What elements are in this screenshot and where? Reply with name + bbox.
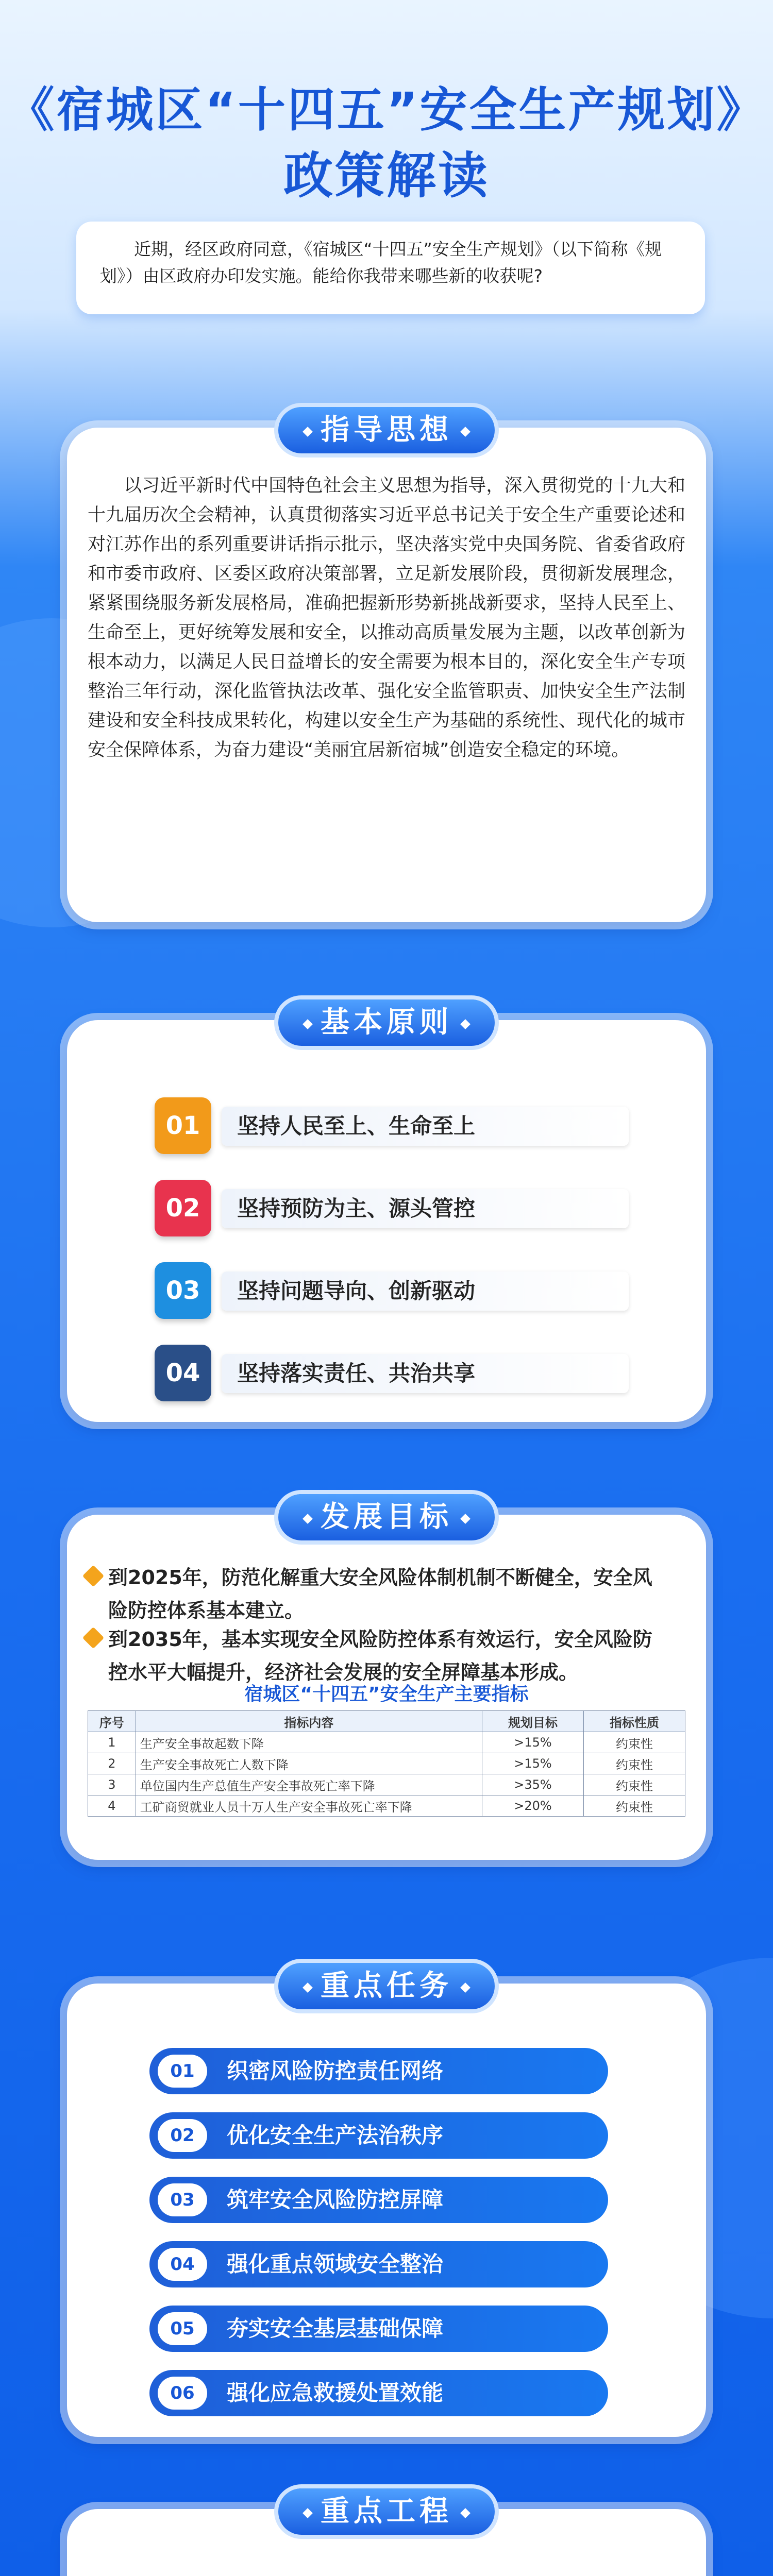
task-label: 织密风险防控责任网络 <box>227 2058 444 2083</box>
principle-number: 04 <box>155 1345 211 1401</box>
table-cell: >20% <box>482 1795 583 1817</box>
table-cell: 生产安全事故死亡人数下降 <box>136 1753 482 1774</box>
task-number: 03 <box>158 2183 207 2216</box>
goal-text: 到2025年，防范化解重大安全风险体制机制不断健全，安全风险防控体系基本建立。 <box>108 1566 652 1622</box>
table-header: 指标性质 <box>583 1711 685 1732</box>
table-cell: >35% <box>482 1774 583 1795</box>
heading-label: 基本原则 <box>321 1006 452 1039</box>
diamond-icon <box>460 427 470 437</box>
section-heading-tasks <box>278 1963 495 2009</box>
task-number: 04 <box>158 2248 207 2281</box>
principle-item <box>155 1097 629 1154</box>
table-header: 指标内容 <box>136 1711 482 1732</box>
task-item <box>149 2306 608 2352</box>
principle-item <box>155 1345 629 1401</box>
diamond-icon <box>460 1019 470 1029</box>
task-label: 强化应急救援处置效能 <box>227 2380 444 2405</box>
principle-item <box>155 1180 629 1236</box>
intro-text: 近期，经区政府同意，《宿城区“十四五”安全生产规划》（以下简称《规划》）由区政府办印发实施。能给你我带来哪些新的收获呢? <box>76 222 705 314</box>
diamond-icon <box>303 427 313 437</box>
principle-number: 03 <box>155 1262 211 1319</box>
table-row <box>88 1774 685 1795</box>
table-cell: 约束性 <box>583 1732 685 1753</box>
diamond-icon <box>460 1514 470 1524</box>
diamond-icon <box>303 1514 313 1524</box>
table-cell: 约束性 <box>583 1774 685 1795</box>
guiding-text: 以习近平新时代中国特色社会主义思想为指导，深入贯彻党的十九大和十九届历次全会精神，认真贯彻落实习近平总书记关于安全生产重要论述和对江苏作出的系列重要讲话指示批示，坚决落实党中央国务院、省委省政府和市委市政府、区委区政府决策部署，立足新发展阶段，贯彻新发展理念，紧紧围绕服务新发展格局，准确把握新形势新挑战新要求，坚持人民至上、生命至上，更好统筹发展和安全，以推动高质量发展为主题，以改革创新为根本动力，以满足人民日益增长的安全需要为根本目的，深化安全生产专项整治三年行动，深化监管执法改革、强化安全监管职责、加快安全生产法制建设和安全科技成果转化，构建以安全生产为基础的系统性、现代化的城市安全保障体系，为奋力建设“美丽宜居新宿城”创造安全稳定的环境。 <box>88 476 685 760</box>
table-cell: 1 <box>88 1732 136 1753</box>
table-cell: 3 <box>88 1774 136 1795</box>
task-item <box>149 2048 608 2094</box>
diamond-icon <box>303 2508 313 2518</box>
task-item <box>149 2177 608 2223</box>
indicator-table <box>88 1710 685 1817</box>
section-heading-principles <box>278 999 495 1046</box>
table-cell: 单位国内生产总值生产安全事故死亡率下降 <box>136 1774 482 1795</box>
task-label: 筑牢安全风险防控屏障 <box>227 2187 444 2212</box>
principle-number: 01 <box>155 1097 211 1154</box>
task-label: 夯实安全基层基础保障 <box>227 2316 444 2341</box>
heading-label: 发展目标 <box>321 1500 452 1534</box>
heading-label: 重点工程 <box>321 2495 452 2528</box>
table-row <box>88 1732 685 1753</box>
goal-item <box>108 1561 665 1627</box>
table-row <box>88 1753 685 1774</box>
table-header: 序号 <box>88 1711 136 1732</box>
table-cell: 工矿商贸就业人员十万人生产安全事故死亡率下降 <box>136 1795 482 1817</box>
diamond-icon <box>460 1982 470 1993</box>
diamond-icon <box>460 2508 470 2518</box>
table-title: 宿城区“十四五”安全生产主要指标 <box>244 1684 529 1705</box>
task-label: 优化安全生产法治秩序 <box>227 2123 444 2148</box>
table-header: 规划目标 <box>482 1711 583 1732</box>
task-number: 05 <box>158 2312 207 2345</box>
table-cell: >15% <box>482 1732 583 1753</box>
table-cell: 约束性 <box>583 1753 685 1774</box>
table-cell: 生产安全事故起数下降 <box>136 1732 482 1753</box>
heading-label: 重点任务 <box>321 1969 452 2003</box>
principle-label: 坚持人民至上、生命至上 <box>222 1107 629 1146</box>
principle-item <box>155 1262 629 1319</box>
task-item <box>149 2241 608 2287</box>
task-number: 02 <box>158 2119 207 2152</box>
section-heading-goals <box>278 1494 495 1540</box>
diamond-icon <box>303 1982 313 1993</box>
task-item <box>149 2370 608 2416</box>
table-cell: 2 <box>88 1753 136 1774</box>
page-title: 《宿城区“十四五”安全生产规划》 <box>7 82 766 138</box>
page-subtitle: 政策解读 <box>283 147 490 205</box>
principle-label: 坚持预防为主、源头管控 <box>222 1189 629 1228</box>
goal-text: 到2035年，基本实现安全风险防控体系有效运行，安全风险防控水平大幅提升，经济社会发展的安全屏障基本形成。 <box>108 1628 652 1684</box>
task-item <box>149 2112 608 2159</box>
table-cell: 约束性 <box>583 1795 685 1817</box>
table-header-row <box>88 1711 685 1732</box>
principle-label: 坚持问题导向、创新驱动 <box>222 1272 629 1311</box>
table-cell: 4 <box>88 1795 136 1817</box>
section-heading-projects <box>278 2488 495 2535</box>
principle-label: 坚持落实责任、共治共享 <box>222 1354 629 1393</box>
task-number: 06 <box>158 2377 207 2410</box>
task-number: 01 <box>158 2055 207 2088</box>
table-row <box>88 1795 685 1817</box>
task-label: 强化重点领域安全整治 <box>227 2251 444 2277</box>
principle-number: 02 <box>155 1180 211 1236</box>
section-heading-guiding <box>278 407 495 453</box>
heading-label: 指导思想 <box>321 413 452 447</box>
goal-item <box>108 1623 665 1689</box>
diamond-icon <box>303 1019 313 1029</box>
table-cell: >15% <box>482 1753 583 1774</box>
